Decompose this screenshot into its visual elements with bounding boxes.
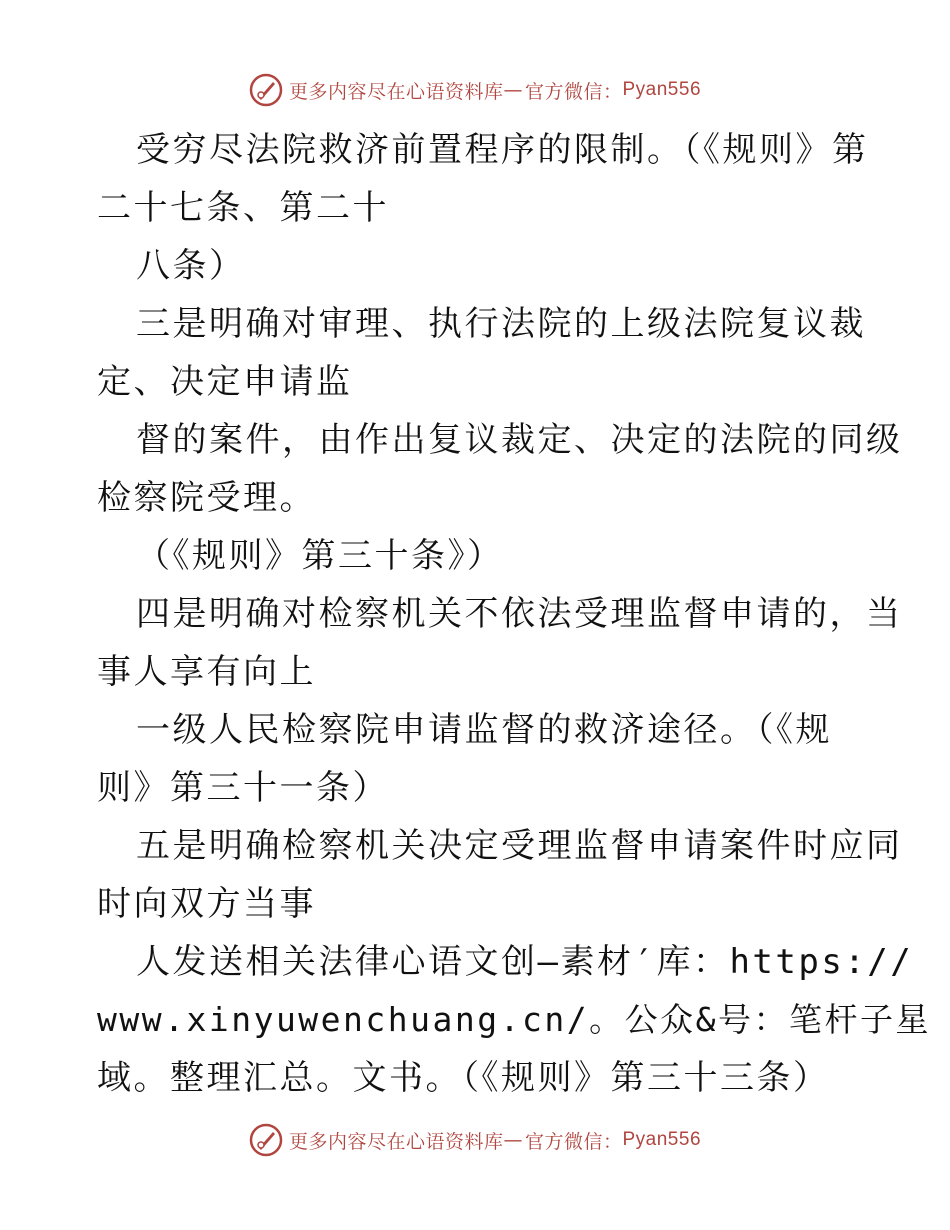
body-line: 督的案件，由作出复议裁定、决定的法院的同级: [136, 420, 903, 460]
quill-seal-logo-icon: [249, 1123, 283, 1157]
banner-separator: —: [503, 79, 523, 101]
body-line: 八条）: [136, 246, 246, 286]
banner-separator: —: [503, 1129, 523, 1151]
body-line: 事人享有向上: [97, 652, 316, 692]
header-watermark-banner: [0, 70, 950, 110]
body-line: 四是明确对检察机关不依法受理监督申请的，当: [136, 594, 903, 634]
body-line: www.xinyuwenchuang.cn/。公众&号：笔杆子星: [97, 1000, 931, 1039]
banner-wechat-id: Pyan556: [622, 79, 702, 100]
banner-main-text: 更多内容尽在心语资料库: [288, 80, 504, 103]
body-line: 五是明确检察机关决定受理监督申请案件时应同: [136, 826, 903, 866]
body-line: 时向双方当事: [97, 884, 316, 924]
banner-main-text: 更多内容尽在心语资料库: [288, 1130, 504, 1153]
banner-wechat-id: Pyan556: [622, 1129, 702, 1150]
banner-wechat-label: 官方微信：: [524, 1130, 623, 1153]
body-line: 一级人民检察院申请监督的救济途径。（《规: [136, 710, 832, 750]
body-line: 定、决定申请监: [97, 362, 353, 402]
body-line: 人发送相关法律心语文创—素材′库：https://: [136, 942, 914, 982]
body-line: 受穷尽法院救济前置程序的限制。（《规则》第: [136, 130, 869, 170]
body-line: 三是明确对审理、执行法院的上级法院复议裁: [136, 304, 866, 344]
banner-wechat-label: 官方微信：: [524, 80, 623, 103]
quill-seal-logo-icon: [249, 73, 283, 107]
body-line: （《规则》第三十条》）: [136, 536, 504, 576]
body-line: 检察院受理。: [97, 478, 316, 518]
footer-watermark-banner: [0, 1120, 950, 1160]
body-line: 则》第三十一条）: [97, 768, 389, 808]
body-line: 域。整理汇总。文书。（《规则》第三十三条）: [97, 1058, 830, 1098]
body-line: 二十七条、第二十: [97, 188, 389, 228]
